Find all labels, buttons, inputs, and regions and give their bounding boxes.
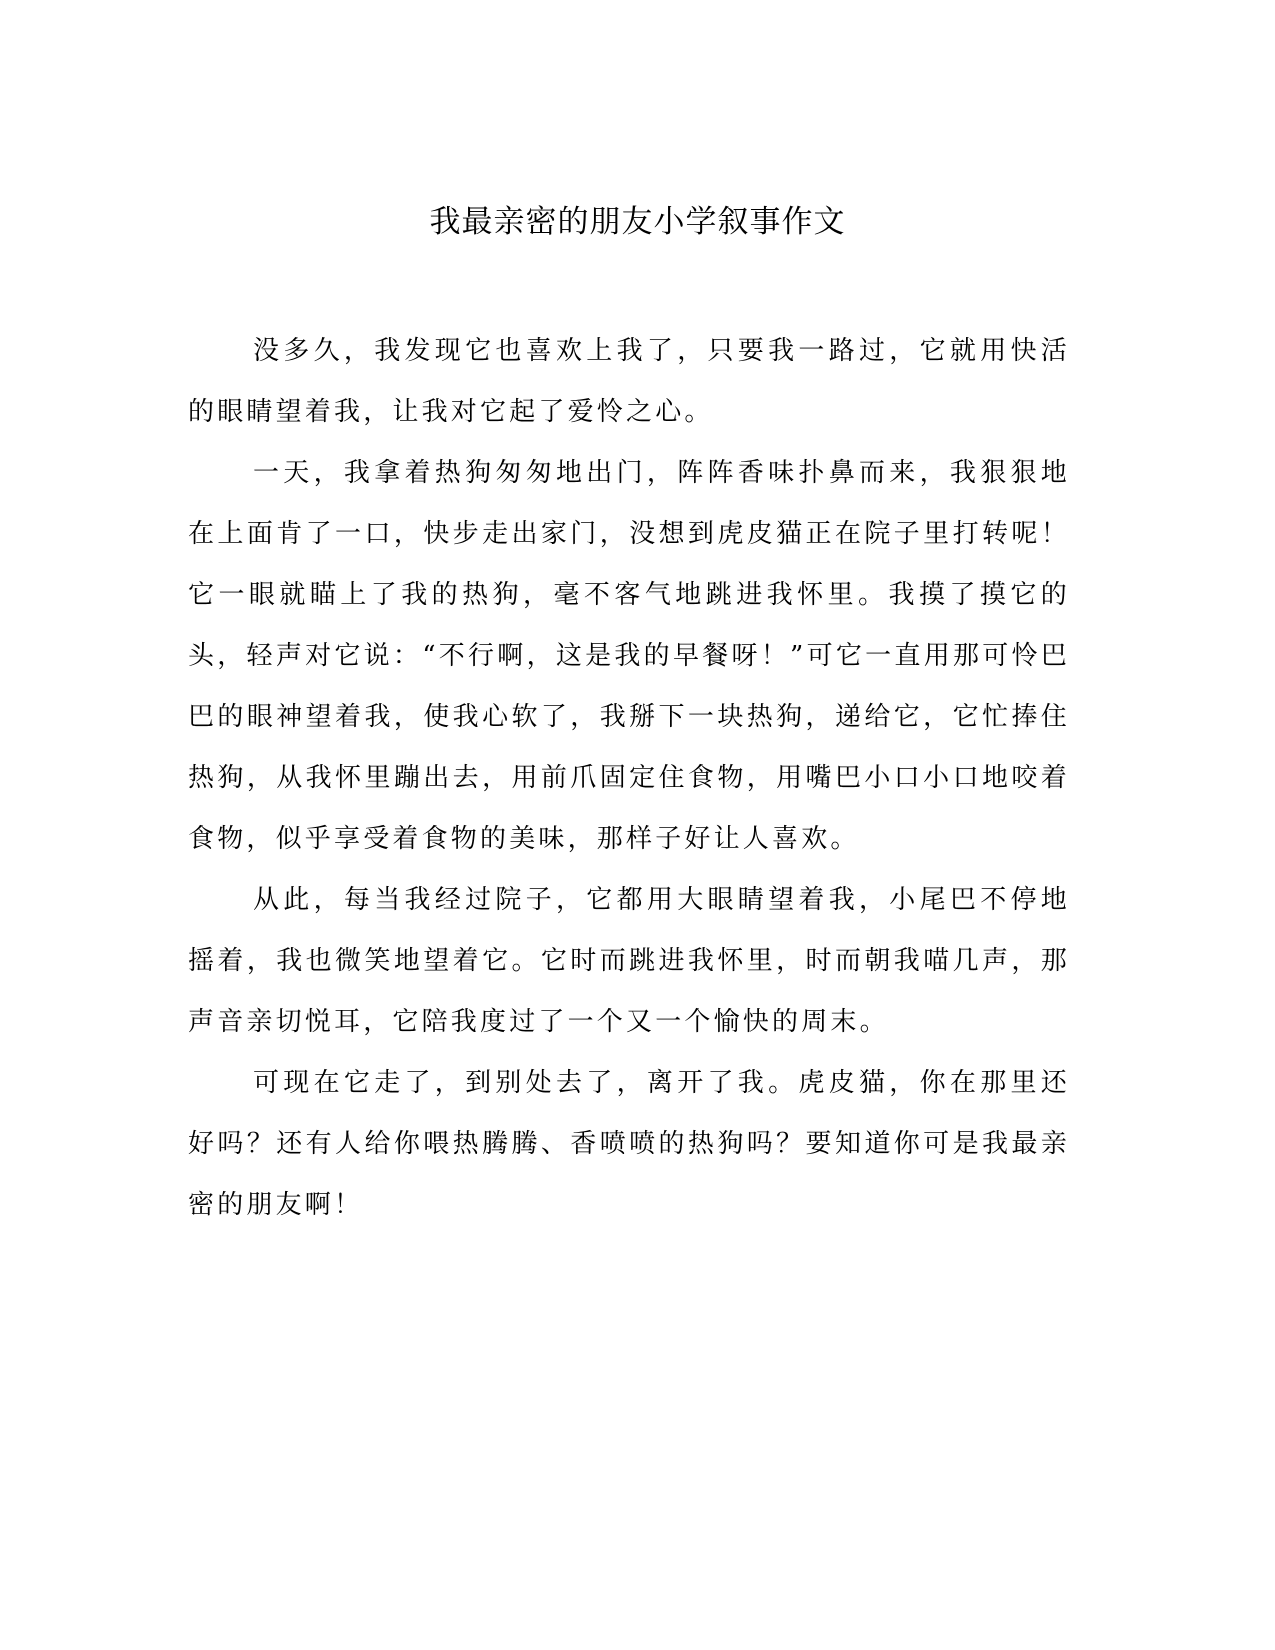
paragraph-4: 可现在它走了，到别处去了，离开了我。虎皮猫，你在那里还好吗？还有人给你喂热腾腾、香喷喷的热狗吗？要知道你可是我最亲密的朋友啊！ bbox=[188, 1068, 1070, 1220]
paragraph-3: 从此，每当我经过院子，它都用大眼睛望着我，小尾巴不停地摇着，我也微笑地望着它。它时而跳进我怀里，时而朝我喵几声，那声音亲切悦耳，它陪我度过了一个又一个愉快的周末。 bbox=[188, 885, 1070, 1037]
paragraph-2: 一天，我拿着热狗匆匆地出门，阵阵香味扑鼻而来，我狠狠地在上面肯了一口，快步走出家门，没想到虎皮猫正在院子里打转呢！它一眼就瞄上了我的热狗，毫不客气地跳进我怀里。我摸了摸它的头，轻声对它说：“不行啊，这是我的早餐呀！”可它一直用那可怜巴巴的眼神望着我，使我心软了，我掰下一块热狗，递给它，它忙捧住热狗，从我怀里蹦出去，用前爪固定住食物，用嘴巴小口小口地咬着食物，似乎享受着食物的美味，那样子好让人喜欢。 bbox=[188, 458, 1070, 854]
document-title: 我最亲密的朋友小学叙事作文 bbox=[429, 204, 846, 240]
paragraph-1: 没多久，我发现它也喜欢上我了，只要我一路过，它就用快活的眼睛望着我，让我对它起了爱怜之心。 bbox=[188, 336, 1070, 427]
document-body bbox=[188, 321, 1070, 1236]
